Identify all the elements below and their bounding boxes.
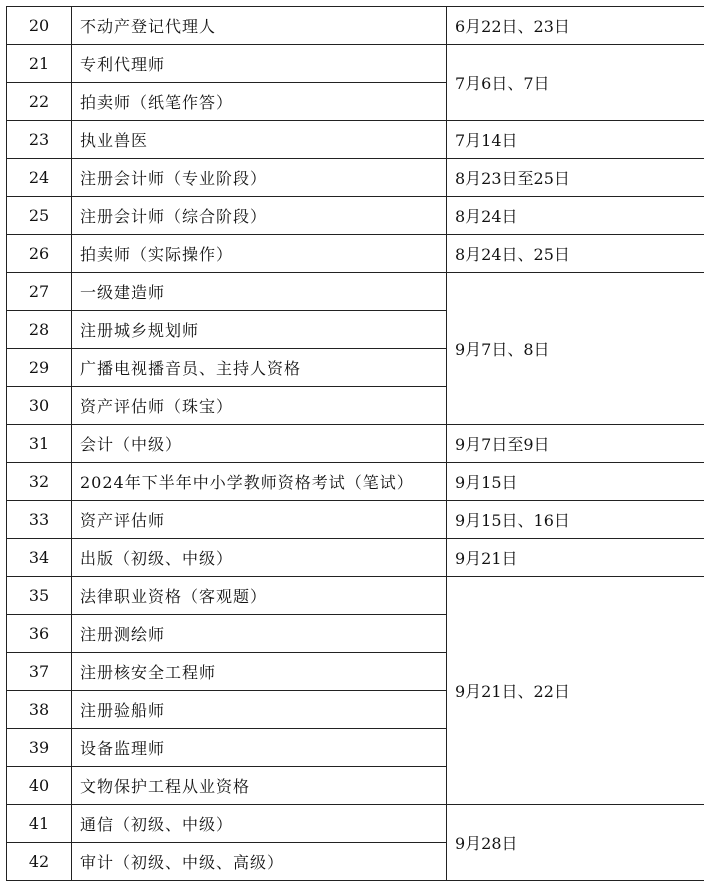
exam-name-cell: 出版（初级、中级） xyxy=(72,539,447,577)
exam-name-cell: 注册测绘师 xyxy=(72,615,447,653)
exam-date-cell: 9月7日至9日 xyxy=(447,425,704,463)
exam-schedule-table xyxy=(6,6,704,881)
exam-number-cell: 23 xyxy=(7,121,72,159)
exam-name-cell: 不动产登记代理人 xyxy=(72,7,447,45)
table-row xyxy=(7,159,704,197)
exam-date-cell: 6月22日、23日 xyxy=(447,7,704,45)
table-row xyxy=(7,273,704,311)
exam-number-cell: 34 xyxy=(7,539,72,577)
exam-date-cell: 7月6日、7日 xyxy=(447,45,704,121)
exam-number-cell: 20 xyxy=(7,7,72,45)
exam-name-cell: 审计（初级、中级、高级） xyxy=(72,843,447,881)
exam-number-cell: 37 xyxy=(7,653,72,691)
exam-name-cell: 注册核安全工程师 xyxy=(72,653,447,691)
exam-name-cell: 资产评估师 xyxy=(72,501,447,539)
exam-name-cell: 一级建造师 xyxy=(72,273,447,311)
exam-number-cell: 38 xyxy=(7,691,72,729)
exam-number-cell: 31 xyxy=(7,425,72,463)
table-row xyxy=(7,805,704,843)
exam-number-cell: 29 xyxy=(7,349,72,387)
exam-date-cell: 9月15日、16日 xyxy=(447,501,704,539)
exam-number-cell: 25 xyxy=(7,197,72,235)
exam-number-cell: 42 xyxy=(7,843,72,881)
exam-date-cell: 8月23日至25日 xyxy=(447,159,704,197)
exam-number-cell: 40 xyxy=(7,767,72,805)
exam-number-cell: 21 xyxy=(7,45,72,83)
exam-name-cell: 会计（中级） xyxy=(72,425,447,463)
exam-name-cell: 执业兽医 xyxy=(72,121,447,159)
exam-number-cell: 33 xyxy=(7,501,72,539)
exam-name-cell: 2024年下半年中小学教师资格考试（笔试） xyxy=(72,463,447,501)
exam-number-cell: 35 xyxy=(7,577,72,615)
exam-name-cell: 资产评估师（珠宝） xyxy=(72,387,447,425)
table-row xyxy=(7,501,704,539)
exam-number-cell: 36 xyxy=(7,615,72,653)
exam-number-cell: 30 xyxy=(7,387,72,425)
exam-name-cell: 文物保护工程从业资格 xyxy=(72,767,447,805)
table-row xyxy=(7,235,704,273)
exam-name-cell: 注册会计师（专业阶段） xyxy=(72,159,447,197)
exam-number-cell: 22 xyxy=(7,83,72,121)
table-row xyxy=(7,425,704,463)
exam-name-cell: 注册城乡规划师 xyxy=(72,311,447,349)
exam-number-cell: 24 xyxy=(7,159,72,197)
table-row xyxy=(7,45,704,83)
exam-number-cell: 27 xyxy=(7,273,72,311)
exam-name-cell: 专利代理师 xyxy=(72,45,447,83)
table-row xyxy=(7,539,704,577)
exam-date-cell: 8月24日 xyxy=(447,197,704,235)
table-row xyxy=(7,463,704,501)
exam-name-cell: 广播电视播音员、主持人资格 xyxy=(72,349,447,387)
exam-number-cell: 26 xyxy=(7,235,72,273)
exam-name-cell: 通信（初级、中级） xyxy=(72,805,447,843)
table-row xyxy=(7,121,704,159)
exam-number-cell: 41 xyxy=(7,805,72,843)
table-body xyxy=(7,7,704,881)
exam-date-cell: 9月7日、8日 xyxy=(447,273,704,425)
exam-date-cell: 9月28日 xyxy=(447,805,704,881)
exam-name-cell: 注册会计师（综合阶段） xyxy=(72,197,447,235)
exam-date-cell: 9月15日 xyxy=(447,463,704,501)
exam-name-cell: 拍卖师（实际操作） xyxy=(72,235,447,273)
exam-name-cell: 注册验船师 xyxy=(72,691,447,729)
table-row xyxy=(7,577,704,615)
exam-name-cell: 设备监理师 xyxy=(72,729,447,767)
exam-number-cell: 39 xyxy=(7,729,72,767)
table-row xyxy=(7,197,704,235)
exam-number-cell: 28 xyxy=(7,311,72,349)
table-row xyxy=(7,7,704,45)
exam-date-cell: 8月24日、25日 xyxy=(447,235,704,273)
exam-name-cell: 拍卖师（纸笔作答） xyxy=(72,83,447,121)
exam-date-cell: 9月21日、22日 xyxy=(447,577,704,805)
exam-date-cell: 7月14日 xyxy=(447,121,704,159)
exam-number-cell: 32 xyxy=(7,463,72,501)
exam-date-cell: 9月21日 xyxy=(447,539,704,577)
exam-name-cell: 法律职业资格（客观题） xyxy=(72,577,447,615)
